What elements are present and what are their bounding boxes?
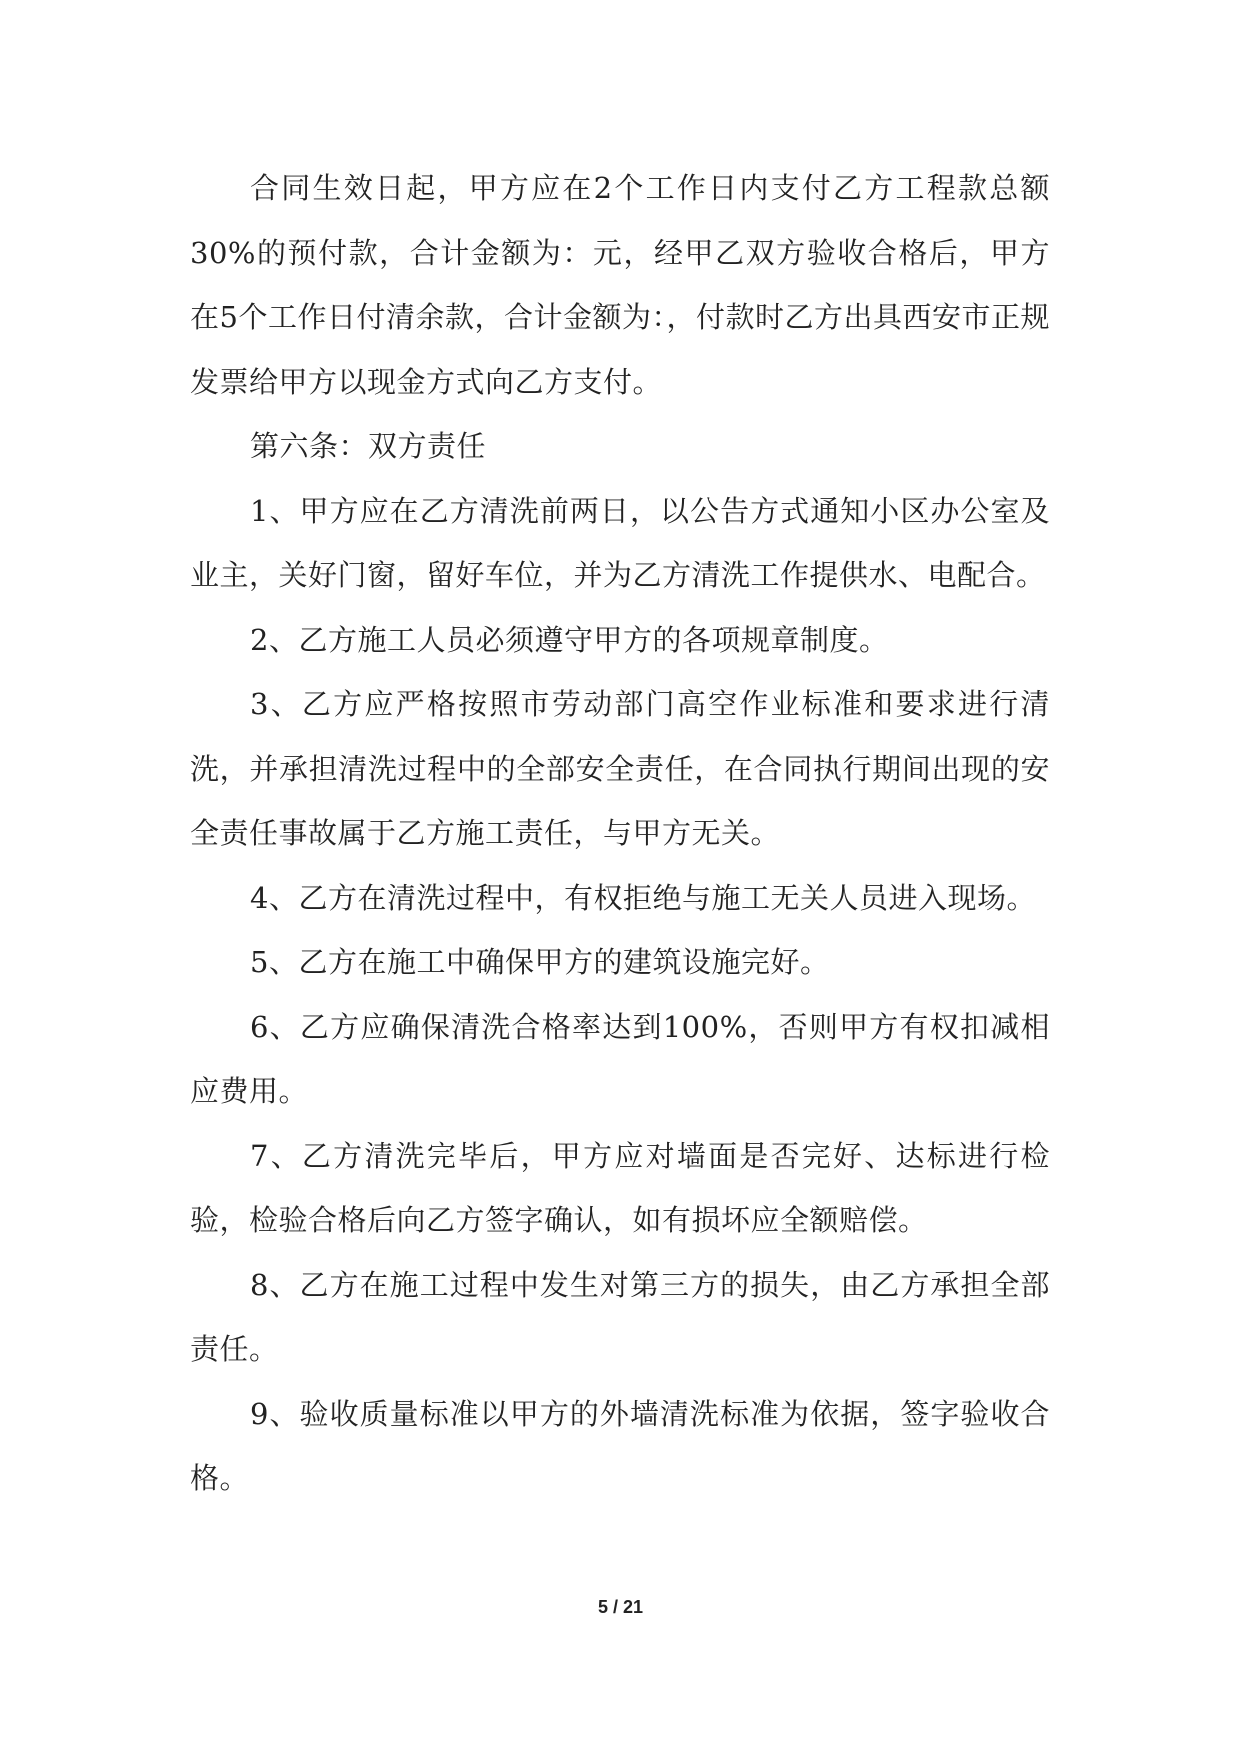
clause-5: 5、乙方在施工中确保甲方的建筑设施完好。 [250, 945, 830, 979]
page-number: 5 / 21 [597, 1597, 644, 1617]
clause-4: 4、乙方在清洗过程中，有权拒绝与施工无关人员进入现场。 [250, 880, 1036, 915]
clause-7: 7、乙方清洗完毕后，甲方应对墙面是否完好、达标进行检验，检验合格后向乙方签字确认，如有损坏应全额赔偿。 [190, 1138, 1050, 1237]
clause-9: 9、验收质量标准以甲方的外墙清洗标准为依据，签字验收合格。 [190, 1396, 1050, 1495]
clause-1: 1、甲方应在乙方清洗前两日，以公告方式通知小区办公室及业主，关好门窗，留好车位，并为乙方清洗工作提供水、电配合。 [190, 493, 1050, 592]
payment-terms-paragraph: 合同生效日起，甲方应在2个工作日内支付乙方工程款总额30%的预付款，合计金额为：元，经甲乙双方验收合格后，甲方在5个工作日付清余款，合计金额为：，付款时乙方出具西安市正规发票给甲方以现金方式向乙方支付。 [190, 171, 1050, 399]
clause-6: 6、乙方应确保清洗合格率达到100%，否则甲方有权扣减相应费用。 [190, 1009, 1050, 1108]
clause-8: 8、乙方在施工过程中发生对第三方的损失，由乙方承担全部责任。 [190, 1267, 1050, 1366]
section-heading: 第六条：双方责任 [250, 429, 487, 463]
document-body [190, 156, 1050, 1511]
clause-2: 2、乙方施工人员必须遵守甲方的各项规章制度。 [250, 622, 889, 657]
clause-3: 3、乙方应严格按照市劳动部门高空作业标准和要求进行清洗，并承担清洗过程中的全部安全责任，在合同执行期间出现的安全责任事故属于乙方施工责任，与甲方无关。 [190, 687, 1050, 850]
